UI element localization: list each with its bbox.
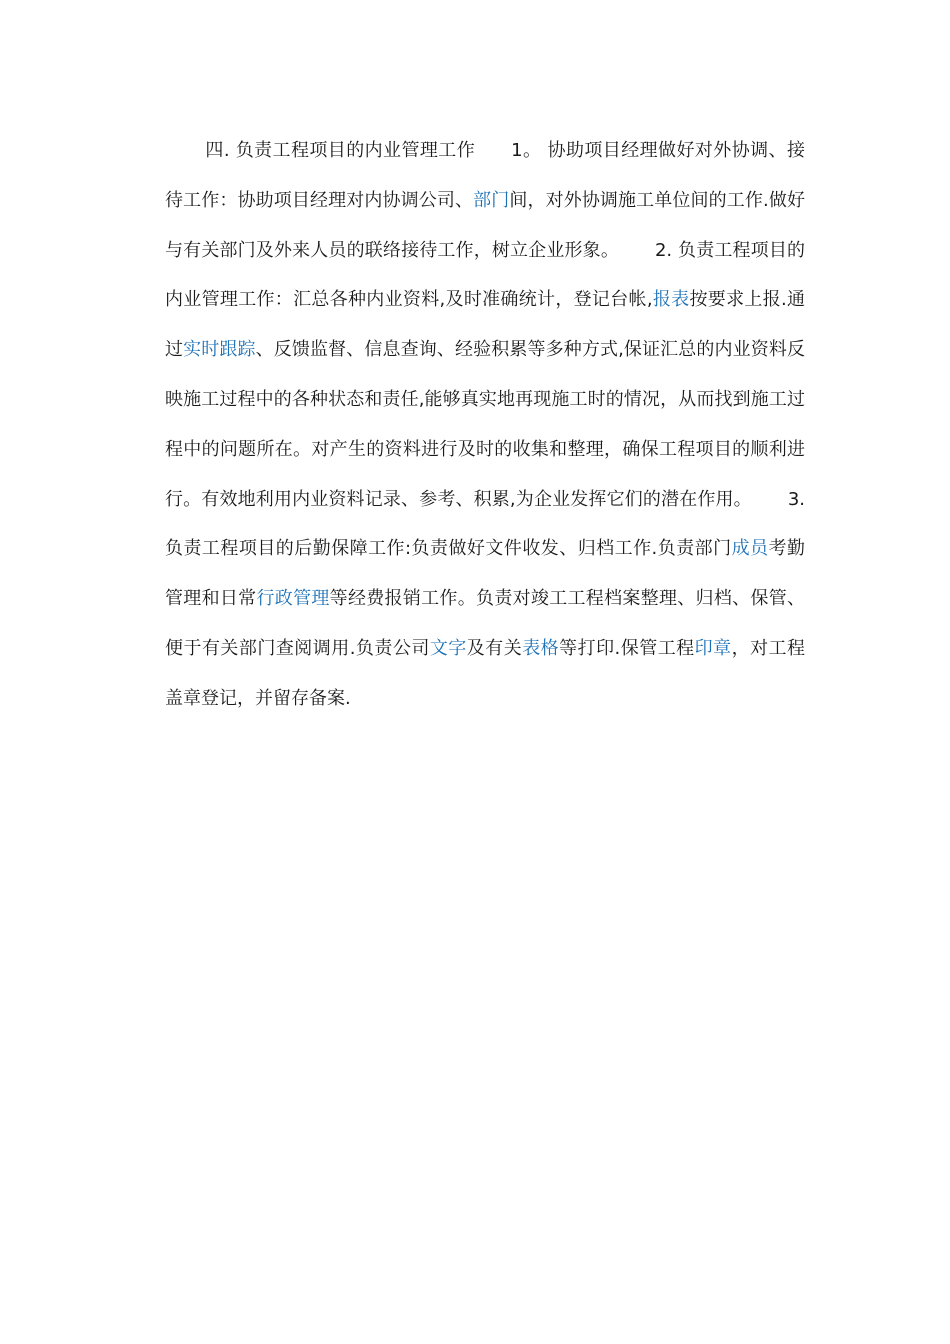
link-report[interactable]: 报表: [652, 289, 690, 311]
text-segment: 1。 协助项目经理做好对外协调、接待工作：协助项目经理对内协调公司、: [165, 140, 805, 211]
link-seal[interactable]: 印章: [694, 637, 732, 659]
text-segment: 按要求上报.通过: [165, 289, 805, 361]
text-segment: 考勤管理和日常: [165, 538, 806, 610]
text-segment: 、反馈监督、信息查询、经验积累等多种方式,保证汇总的内业资料反映施工过程中的各种状态和责任,能够真实地再现施工时的情况，从而找到施工过程中的问题所在。对产生的资料进行及时的收集和整理，确保工程项目的顺利进行。有效地利用内业资料记录、参考、积累,为企业发挥它们的潜在作用。: [165, 339, 806, 510]
text-segment: 3. 负责工程项目的后勤保障工作:负责做好文件收发、归档工作.负责部门: [165, 488, 805, 560]
link-member[interactable]: 成员: [731, 538, 769, 560]
text-segment: 2. 负责工程项目的内业管理工作：汇总各种内业资料,及时准确统计，登记台帐,: [165, 239, 805, 311]
link-text[interactable]: 文字: [429, 637, 467, 659]
text-segment: 等打印.保管工程: [559, 637, 695, 659]
link-department[interactable]: 部门: [473, 189, 510, 211]
text-segment: 间，对外协调施工单位间的工作.做好与有关部门及外来人员的联络接待工作，树立企业形象。: [165, 189, 805, 261]
link-table[interactable]: 表格: [522, 637, 560, 659]
section-heading: 四. 负责工程项目的内业管理工作: [205, 140, 476, 161]
link-administration[interactable]: 行政管理: [256, 588, 330, 610]
link-realtime-tracking[interactable]: 实时跟踪: [183, 339, 256, 361]
text-segment: ，对工程盖章登记，并留存备案.: [165, 637, 806, 709]
body-paragraph: [165, 126, 805, 724]
text-segment: 及有关: [466, 637, 523, 659]
text-segment: 等经费报销工作。负责对竣工工程档案整理、归档、保管、便于有关部门查阅调用.负责公司: [165, 588, 806, 659]
